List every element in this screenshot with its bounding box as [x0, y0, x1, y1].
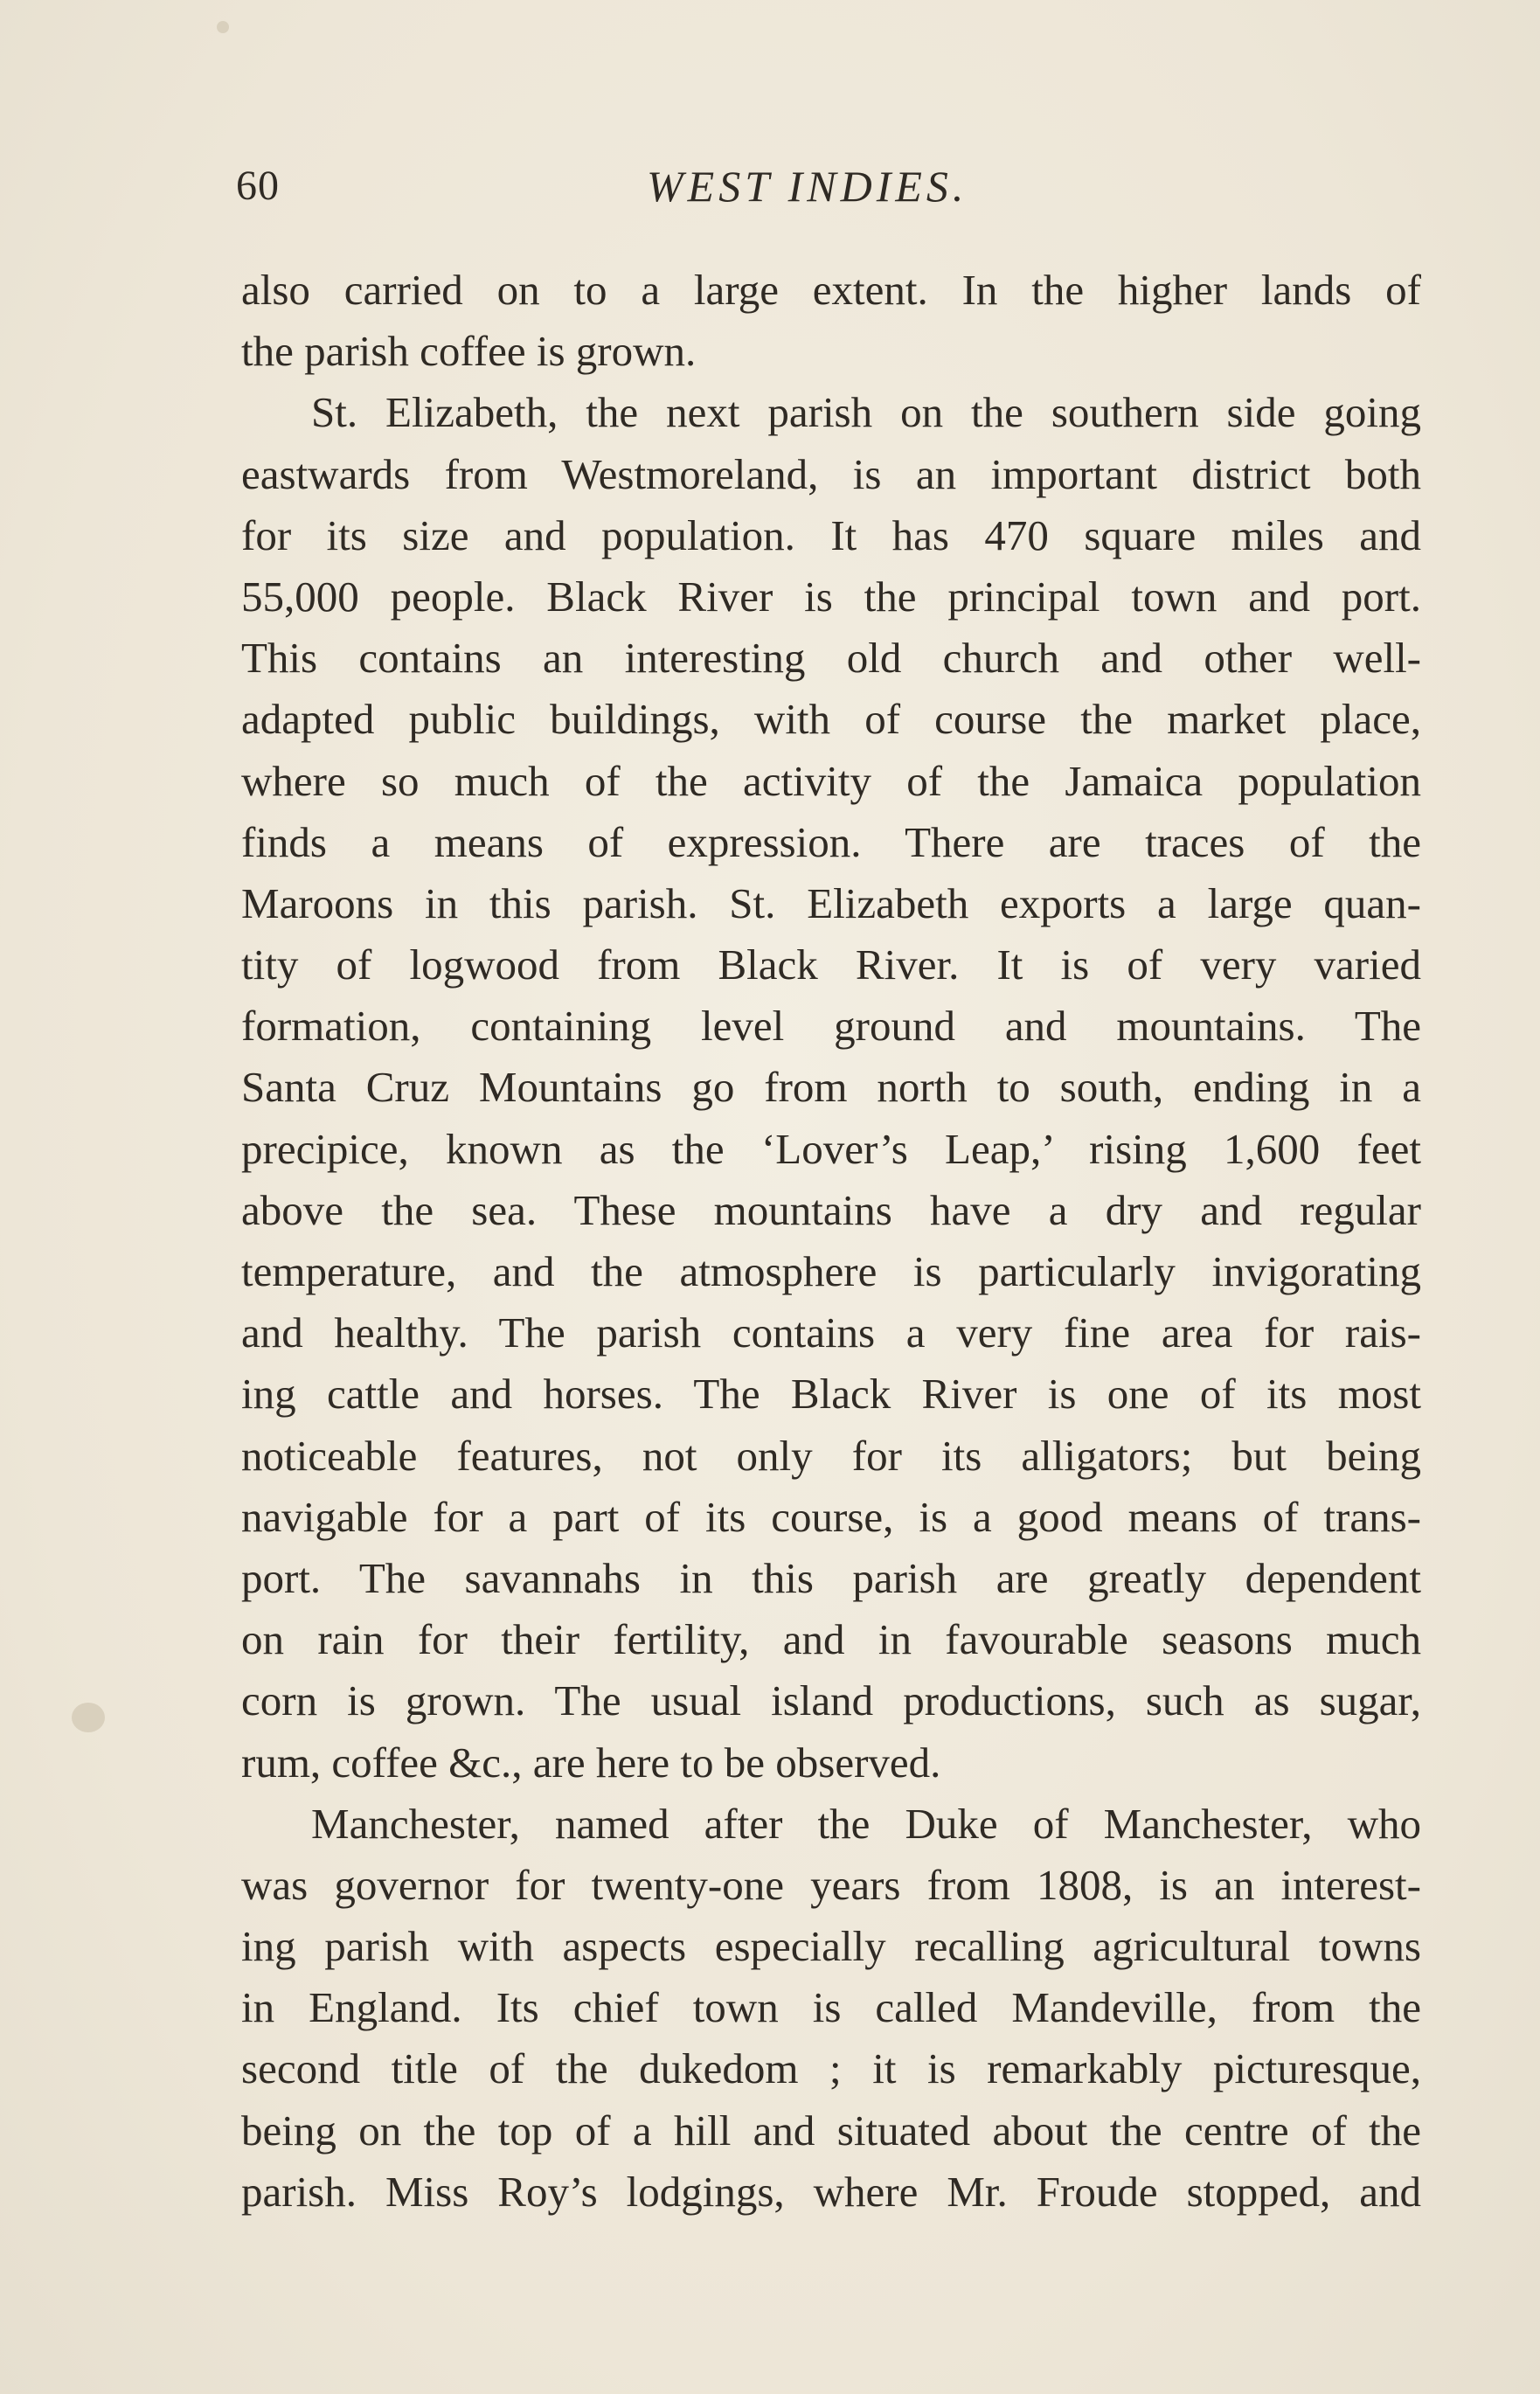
text-line: St. Elizabeth, the next parish on the southern side going: [311, 388, 1421, 437]
text-line: rum, coffee &c., are here to be observed.: [241, 1738, 941, 1787]
page-header: [236, 156, 1425, 217]
text-line: second title of the dukedom ; it is remarkably picturesque,: [241, 2044, 1421, 2093]
text-line: navigable for a part of its course, is a good means of trans-: [241, 1492, 1421, 1541]
page-number: 60: [236, 163, 280, 209]
text-line: adapted public buildings, with of course the market place,: [241, 695, 1421, 744]
body-text: [241, 260, 1421, 2223]
text-line: on rain for their fertility, and in favourable seasons much: [241, 1615, 1421, 1664]
text-line: Manchester, named after the Duke of Manchester, who: [311, 1799, 1421, 1848]
text-line: above the sea. These mountains have a dry and regular: [241, 1185, 1421, 1234]
text-line: and healthy. The parish contains a very fine area for rais-: [241, 1308, 1421, 1357]
text-line: tity of logwood from Black River. It is of very varied: [241, 940, 1421, 989]
text-line: finds a means of expression. There are traces of the: [241, 817, 1421, 866]
text-line: 55,000 people. Black River is the principal town and port.: [241, 572, 1421, 621]
text-line: corn is grown. The usual island productions, such as sugar,: [241, 1676, 1421, 1725]
text-line: Maroons in this parish. St. Elizabeth exports a large quan-: [241, 878, 1421, 927]
text-line: also carried on to a large extent. In the higher lands of: [241, 266, 1421, 314]
text-line: port. The savannahs in this parish are greatly dependent: [241, 1553, 1421, 1602]
text-line: eastwards from Westmoreland, is an important district both: [241, 449, 1421, 498]
paper-blemish: [217, 21, 229, 33]
text-line: temperature, and the atmosphere is particularly invigorating: [241, 1247, 1421, 1295]
text-line: in England. Its chief town is called Mandeville, from the: [241, 1983, 1421, 2032]
text-line: precipice, known as the ‘Lover’s Leap,’ rising 1,600 feet: [241, 1124, 1421, 1173]
text-line: ing cattle and horses. The Black River is one of its most: [241, 1370, 1421, 1419]
text-line: ing parish with aspects especially recalling agricultural towns: [241, 1922, 1421, 1971]
text-line: noticeable features, not only for its alligators; but being: [241, 1431, 1421, 1480]
text-line: formation, containing level ground and mountains. The: [241, 1002, 1421, 1051]
text-line: was governor for twenty-one years from 1808, is an interest-: [241, 1860, 1421, 1909]
text-line: where so much of the activity of the Jamaica population: [241, 756, 1421, 805]
paper-blemish: [72, 1703, 105, 1732]
text-line: being on the top of a hill and situated about the centre of the: [241, 2106, 1421, 2155]
text-line: the parish coffee is grown.: [241, 327, 697, 376]
running-head: WEST INDIES.: [647, 162, 968, 211]
text-line: parish. Miss Roy’s lodgings, where Mr. Froude stopped, and: [241, 2167, 1421, 2216]
text-line: for its size and population. It has 470 square miles and: [241, 510, 1421, 559]
text-line: This contains an interesting old church and other well-: [241, 634, 1421, 683]
text-line: Santa Cruz Mountains go from north to south, ending in a: [241, 1063, 1421, 1112]
